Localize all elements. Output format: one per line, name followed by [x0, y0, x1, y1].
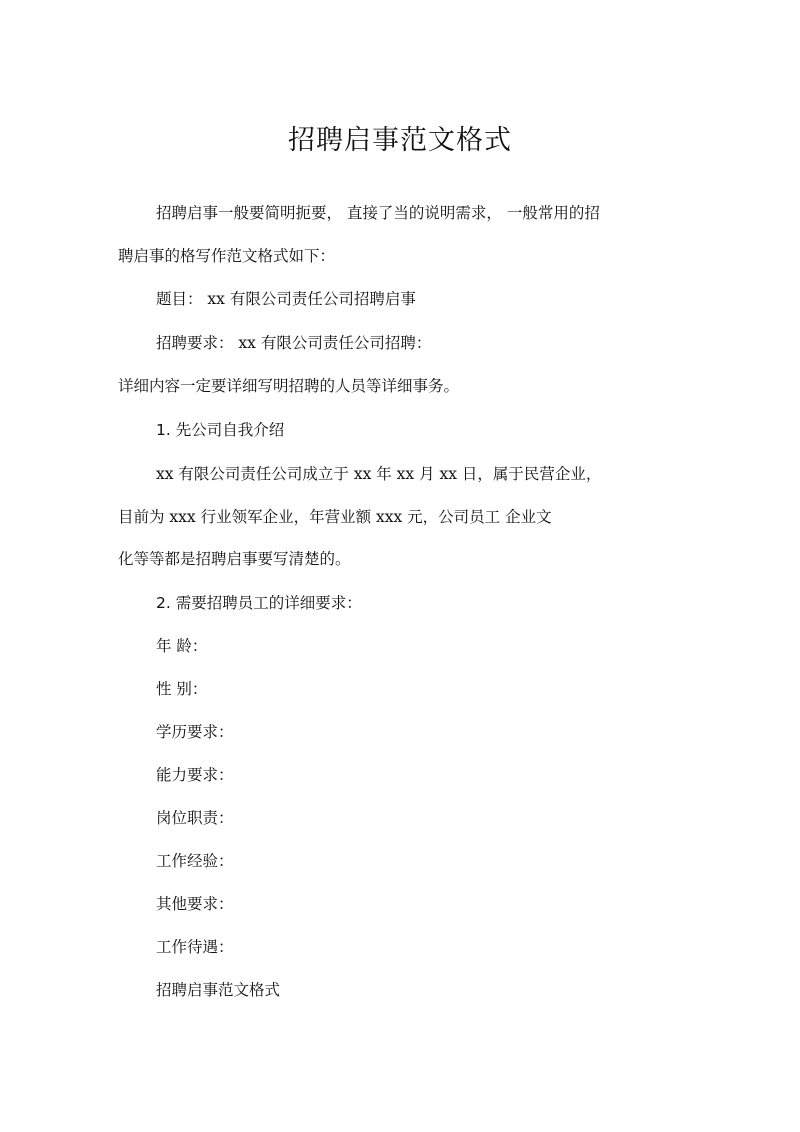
subject-line: 题目： xx 有限公司责任公司招聘启事: [156, 290, 416, 308]
field-age: 年 龄：: [156, 637, 208, 655]
field-other: 其他要求：: [156, 895, 234, 913]
intro-line-1: 招聘启事一般要简明扼要， 直接了当的说明需求， 一般常用的招: [156, 204, 600, 222]
section-2-number: 2.: [156, 594, 171, 612]
field-compensation: 工作待遇：: [156, 938, 234, 956]
field-education: 学历要求：: [156, 723, 234, 741]
requirement-line: 招聘要求： xx 有限公司责任公司招聘：: [156, 334, 432, 352]
detail-line: 详细内容一定要详细写明招聘的人员等详细事务。: [118, 377, 460, 395]
field-duties: 岗位职责：: [156, 809, 234, 827]
section-1-title: 先公司自我介绍: [175, 421, 285, 439]
field-gender: 性 别：: [156, 680, 208, 698]
field-ability: 能力要求：: [156, 766, 234, 784]
section-2-heading: [156, 593, 362, 613]
section-1-number: 1.: [156, 421, 171, 439]
document-title: 招聘启事范文格式: [288, 125, 512, 156]
intro-line-2: 聘启事的格写作范文格式如下：: [118, 247, 336, 265]
section-2-title: 需要招聘员工的详细要求：: [175, 594, 362, 612]
company-line-1: xx 有限公司责任公司成立于 xx 年 xx 月 xx 日，属于民营企业，: [156, 465, 602, 483]
company-line-2: 目前为 xxx 行业领军企业，年营业额 xxx 元，公司员工 企业文: [118, 508, 552, 526]
field-experience: 工作经验：: [156, 852, 234, 870]
footer-line: 招聘启事范文格式: [156, 981, 281, 999]
company-line-3: 化等等都是招聘启事要写清楚的。: [118, 550, 351, 568]
section-1-heading: [156, 420, 284, 440]
